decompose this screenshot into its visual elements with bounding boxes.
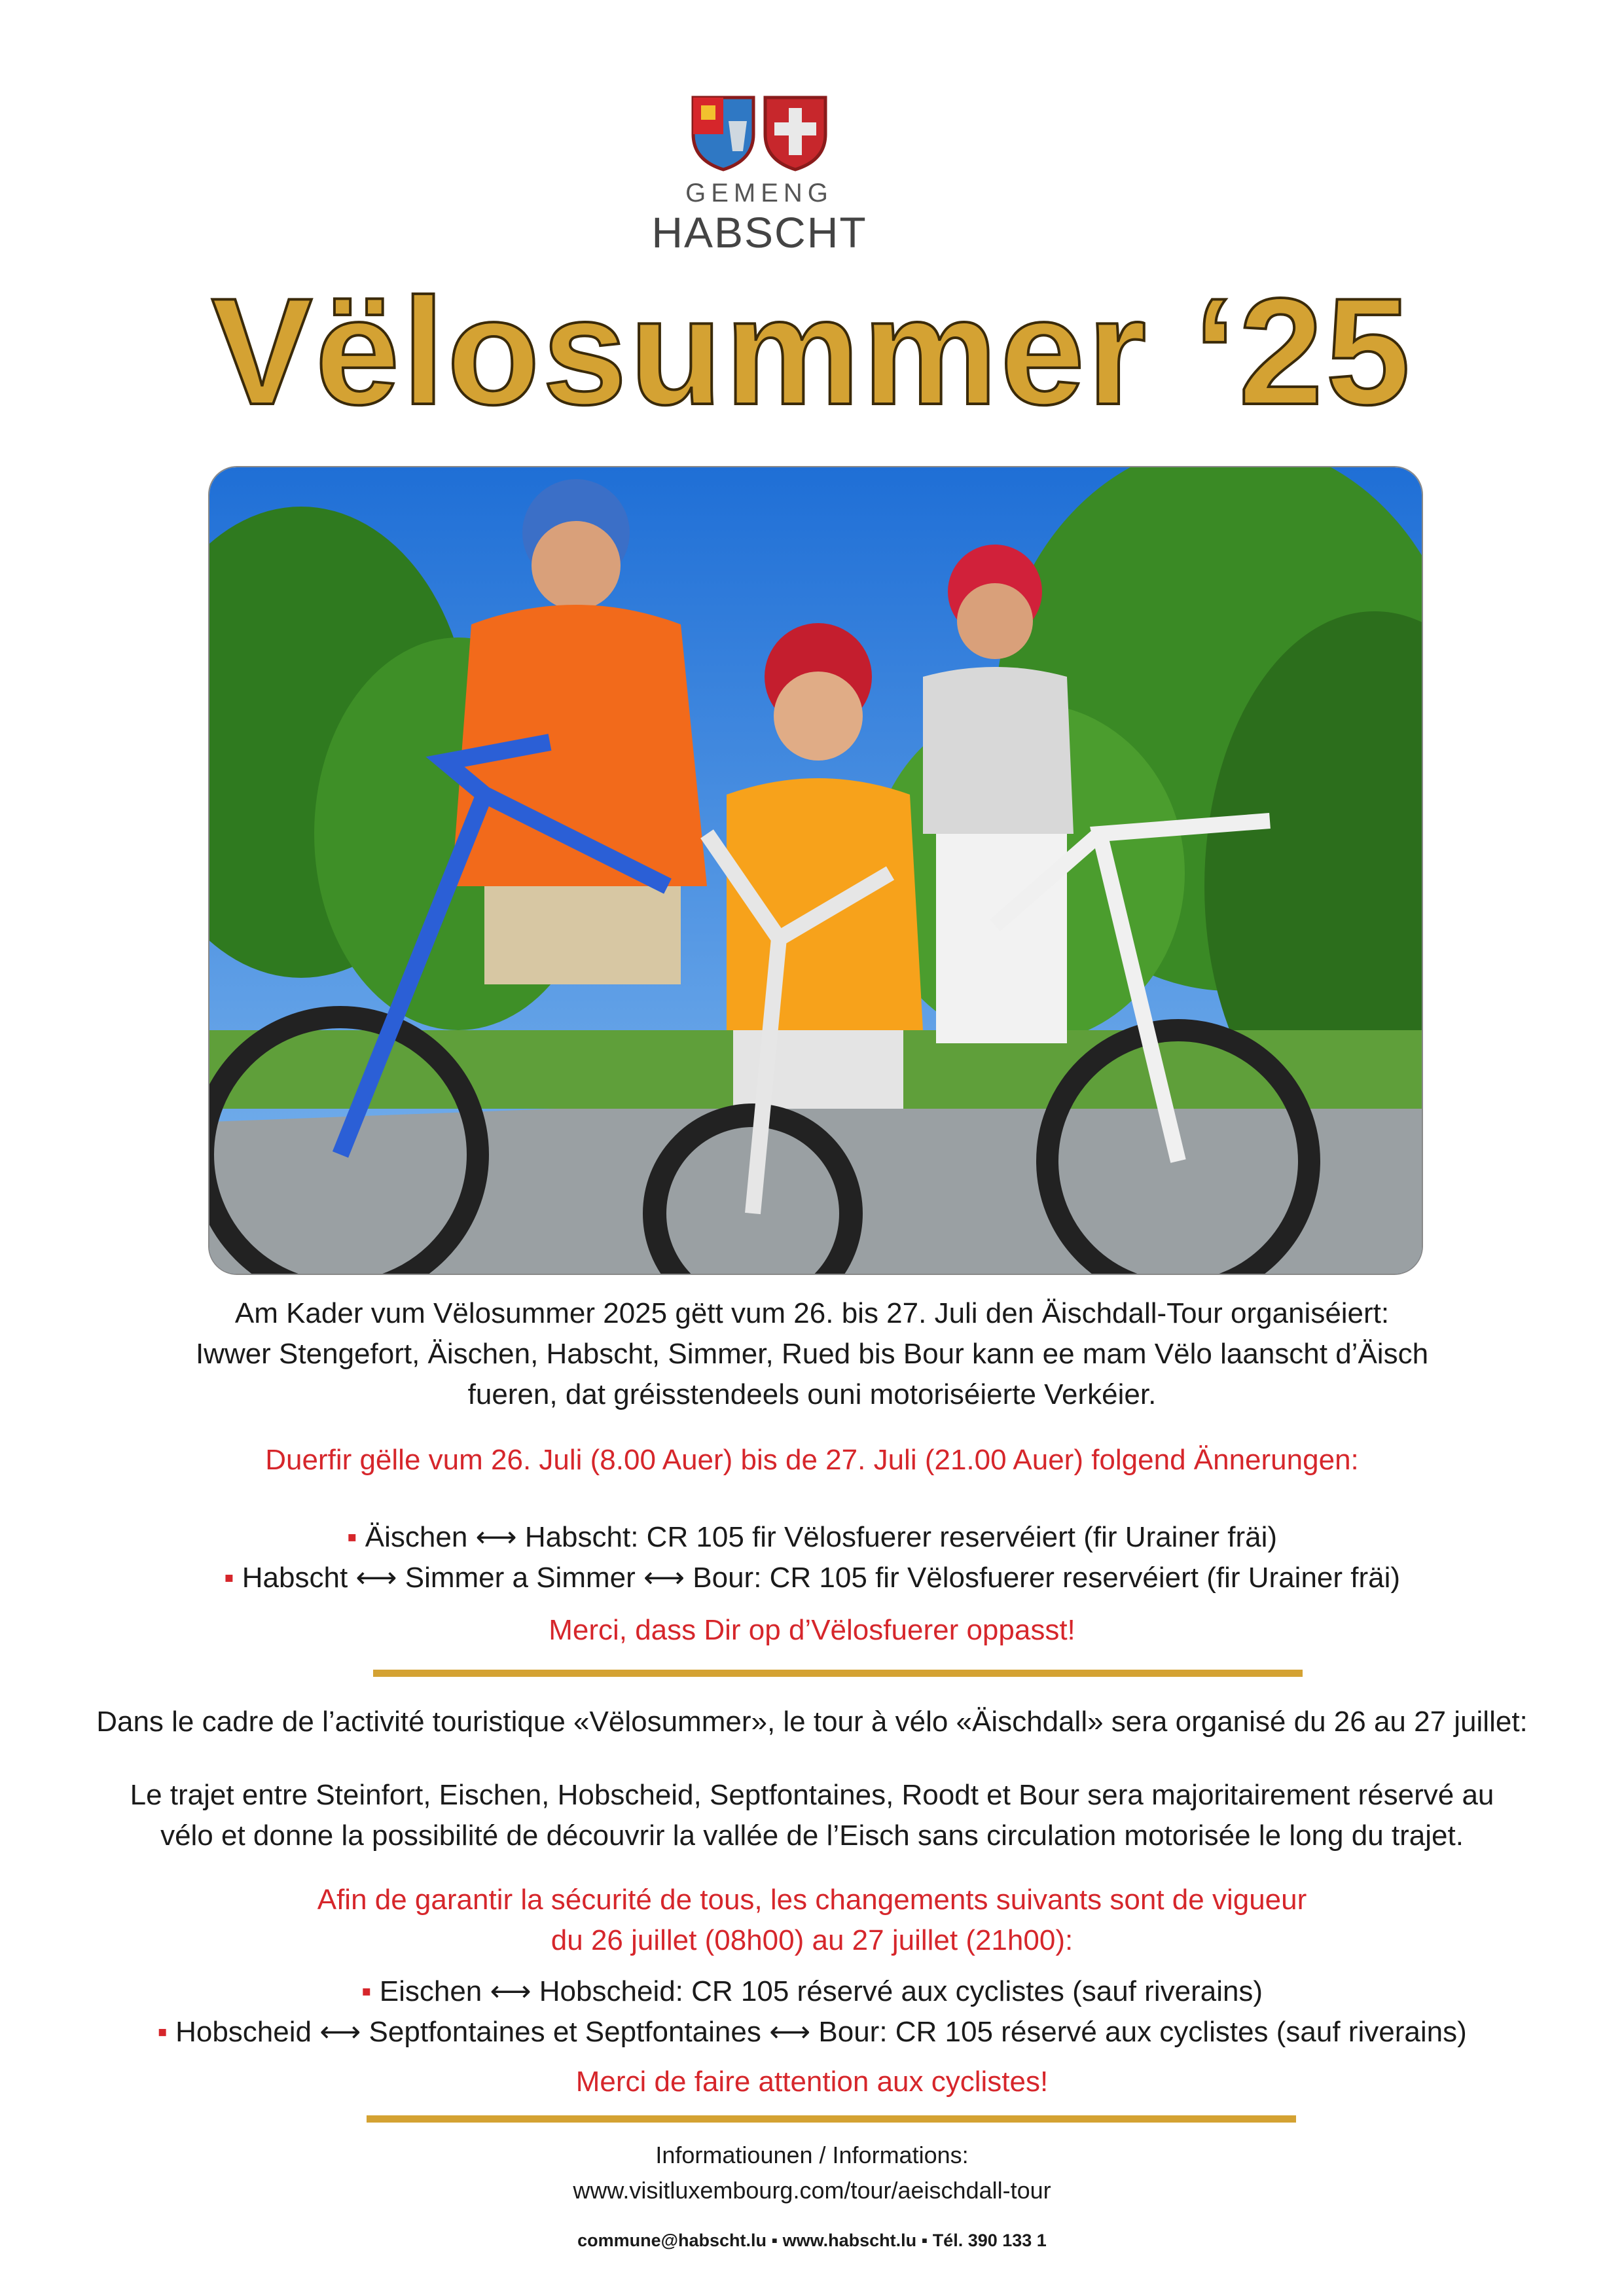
list-item: ▪ Habscht ⟷ Simmer a Simmer ⟷ Bour: CR 105 fir Vëlosfuerer reservéiert (fir Urainer fräi)	[223, 1562, 1401, 1594]
list-item: ▪ Eischen ⟷ Hobscheid: CR 105 réservé aux cyclistes (sauf riverains)	[361, 1975, 1263, 2007]
photo-illustration	[209, 467, 1422, 1274]
divider	[367, 2115, 1296, 2123]
fr-route	[0, 1775, 1624, 1856]
fr-route-line: vélo et donne la possibilité de découvrir la vallée de l’Eisch sans circulation motorisée le long du trajet.	[160, 1820, 1464, 1852]
lb-notice: Duerfir gëlle vum 26. Juli (8.00 Auer) bis de 27. Juli (21.00 Auer) folgend Ännerungen:	[265, 1444, 1359, 1476]
fr-notice-line: Afin de garantir la sécurité de tous, les changements suivants sont de vigueur	[317, 1884, 1307, 1916]
list-item: ▪ Hobscheid ⟷ Septfontaines et Septfontaines ⟷ Bour: CR 105 réservé aux cyclistes (sauf riverains)	[157, 2016, 1467, 2048]
municipality-logo	[628, 95, 890, 259]
page-title: Vëlosummer ‘25	[211, 267, 1413, 437]
lb-intro-line: Iwwer Stengefort, Äischen, Habscht, Simmer, Rued bis Bour kann ee mam Vëlo laanscht d’Äisch	[195, 1338, 1429, 1370]
list-item: ▪ Äischen ⟷ Habscht: CR 105 fir Vëlosfuerer reservéiert (fir Urainer fräi)	[346, 1521, 1278, 1553]
fr-thanks: Merci de faire attention aux cyclistes!	[575, 2066, 1049, 2098]
fr-route-line: Le trajet entre Steinfort, Eischen, Hobscheid, Septfontaines, Roodt et Bour sera majoritairement réservé au	[130, 1779, 1494, 1811]
logo-line-2: HABSCHT	[651, 208, 867, 257]
lb-thanks: Merci, dass Dir op d’Vëlosfuerer oppasst!	[549, 1614, 1075, 1646]
lb-intro-line: Am Kader vum Vëlosummer 2025 gëtt vum 26. bis 27. Juli den Äischdall-Tour organiséiert:	[234, 1297, 1390, 1329]
contact-line: commune@habscht.lu ▪ www.habscht.lu ▪ Tél. 390 133 1	[577, 2231, 1047, 2250]
fr-intro: Dans le cadre de l’activité touristique «Vëlosummer», le tour à vélo «Äischdall» sera organisé du 26 au 27 juillet:	[96, 1706, 1528, 1738]
coat-of-arms-right-icon	[763, 95, 828, 172]
coat-of-arms-left-icon	[691, 95, 756, 172]
lb-intro-line: fueren, dat gréisstendeels ouni motoriséierte Verkéier.	[467, 1378, 1157, 1410]
fr-changes	[0, 1971, 1624, 2053]
lb-changes	[0, 1517, 1624, 1598]
info-url[interactable]: www.visitluxembourg.com/tour/aeischdall-tour	[573, 2177, 1051, 2204]
logo-line-1: GEMENG	[685, 179, 833, 207]
fr-notice-line: du 26 juillet (08h00) au 27 juillet (21h00):	[550, 1924, 1074, 1956]
info-heading: Informatiounen / Informations:	[655, 2142, 969, 2168]
fr-notice	[0, 1880, 1624, 1961]
lb-intro	[0, 1293, 1624, 1415]
divider	[373, 1670, 1303, 1677]
family-cycling-photo	[208, 466, 1423, 1275]
